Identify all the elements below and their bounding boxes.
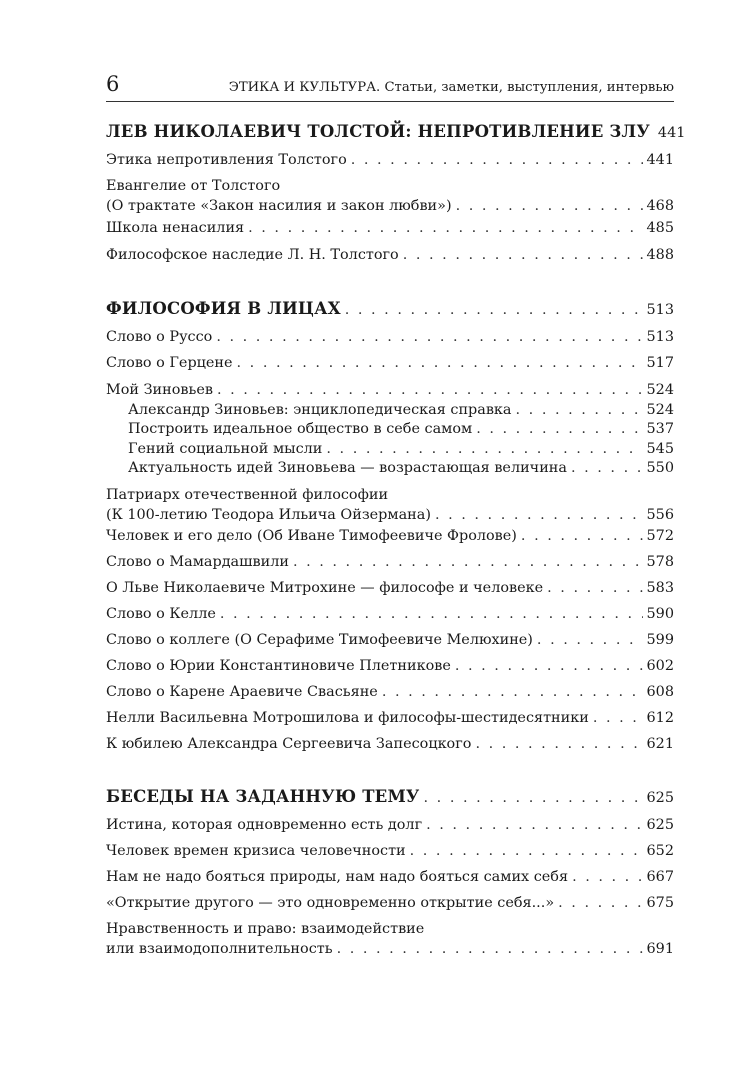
page-ref: 621 (646, 736, 674, 752)
toc-entry[interactable] (106, 578, 674, 598)
page-ref: 517 (646, 355, 674, 371)
leader-dots (424, 788, 643, 808)
entry-title: Актуальность идей Зиновьева — возрастающая величина (128, 460, 567, 476)
entry-title: Нам не надо бояться природы, нам надо бояться самих себя (106, 869, 569, 885)
toc-entry[interactable] (106, 485, 674, 525)
entry-title: Слово о Герцене (106, 355, 233, 371)
leader-dots (572, 867, 642, 887)
leader-dots (351, 150, 643, 170)
toc-entry[interactable] (106, 656, 674, 676)
page-ref: 583 (646, 580, 674, 596)
toc-entry[interactable] (106, 815, 674, 835)
entry-title: «Открытие другого — это одновременно открытие себя...» (106, 895, 555, 911)
running-head: ЭТИКА И КУЛЬТУРА. Статьи, заметки, выступления, интервью (228, 80, 674, 95)
page-ref: 556 (646, 507, 674, 523)
toc-entry[interactable] (106, 353, 674, 373)
entry-title: Человек и его дело (Об Иване Тимофеевиче Фролове) (106, 528, 517, 544)
page-ref: 524 (646, 382, 674, 398)
page-ref: 468 (646, 198, 674, 214)
leader-dots (455, 656, 643, 676)
toc-entry[interactable] (106, 150, 674, 170)
toc-subentry[interactable] (128, 400, 674, 420)
leader-dots (293, 552, 643, 572)
entry-title: Слово о Келле (106, 606, 216, 622)
entry-title: Школа ненасилия (106, 220, 245, 236)
page-ref: 550 (646, 460, 674, 476)
leader-dots (248, 218, 642, 238)
entry-title: Нелли Васильевна Мотрошилова и философы-шестидесятники (106, 710, 589, 726)
leader-dots (326, 439, 642, 459)
page-ref: 599 (646, 632, 674, 648)
leader-dots (547, 578, 642, 598)
entry-title: (К 100-летию Теодора Ильича Ойзермана) (106, 507, 431, 523)
section-heading[interactable] (106, 787, 674, 808)
leader-dots (337, 939, 643, 959)
toc-subentry[interactable] (128, 439, 674, 459)
toc-entry[interactable] (106, 708, 674, 728)
page-ref: 667 (646, 869, 674, 885)
leader-dots (476, 419, 642, 439)
page-ref: 513 (646, 302, 674, 318)
page-ref: 590 (646, 606, 674, 622)
leader-dots (410, 841, 643, 861)
entry-title: О Льве Николаевиче Митрохине — философе и человеке (106, 580, 544, 596)
leader-dots (382, 682, 643, 702)
leader-dots (237, 353, 643, 373)
toc-subentry[interactable] (128, 458, 674, 478)
entry-title: К юбилею Александра Сергеевича Запесоцкого (106, 736, 472, 752)
toc-entry[interactable] (106, 630, 674, 650)
page-ref: 441 (646, 152, 674, 168)
page-ref: 513 (646, 329, 674, 345)
leader-dots (516, 400, 643, 420)
entry-title-line1: Патриарх отечественной философии (106, 487, 389, 503)
page-ref: 545 (646, 441, 674, 457)
toc-entry[interactable] (106, 604, 674, 624)
leader-dots (571, 458, 643, 478)
toc-entry[interactable] (106, 218, 674, 238)
entry-title: Александр Зиновьев: энциклопедическая справка (128, 402, 512, 418)
entry-title: Человек времен кризиса человечности (106, 843, 406, 859)
section-heading-title: БЕСЕДЫ НА ЗАДАННУЮ ТЕМУ (106, 787, 420, 806)
toc-entry[interactable] (106, 552, 674, 572)
page-ref: 602 (646, 658, 674, 674)
page-ref: 524 (646, 402, 674, 418)
entry-title: Философское наследие Л. Н. Толстого (106, 247, 399, 263)
section-heading-title: ЛЕВ НИКОЛАЕВИЧ ТОЛСТОЙ: НЕПРОТИВЛЕНИЕ ЗЛУ (106, 122, 650, 141)
toc-entry[interactable] (106, 919, 674, 959)
leader-dots (426, 815, 642, 835)
toc-entry[interactable] (106, 380, 674, 400)
leader-dots (345, 300, 643, 320)
toc-entry[interactable] (106, 734, 674, 754)
entry-title: Слово о коллеге (О Серафиме Тимофеевиче Мелюхине) (106, 632, 533, 648)
leader-dots (217, 380, 643, 400)
section-heading[interactable] (106, 299, 674, 320)
entry-title: или взаимодополнительность (106, 941, 333, 957)
page-ref: 625 (646, 817, 674, 833)
page-ref: 485 (646, 220, 674, 236)
entry-title: Этика непротивления Толстого (106, 152, 347, 168)
page-ref: 652 (646, 843, 674, 859)
page-ref: 441 (657, 125, 686, 141)
entry-title: (О трактате «Закон насилия и закон любви») (106, 198, 452, 214)
page-number: 6 (106, 72, 120, 96)
entry-title: Слово о Руссо (106, 329, 213, 345)
leader-dots (593, 708, 643, 728)
leader-dots (475, 734, 642, 754)
toc-subentry[interactable] (128, 419, 674, 439)
entry-title: Гений социальной мысли (128, 441, 323, 457)
entry-title: Слово о Карене Араевиче Свасьяне (106, 684, 378, 700)
leader-dots (435, 505, 643, 525)
leader-dots (220, 604, 643, 624)
toc-entry[interactable] (106, 867, 674, 887)
page-ref: 537 (646, 421, 674, 437)
toc-entry[interactable] (106, 327, 674, 347)
section-heading[interactable] (106, 122, 686, 143)
toc-entry[interactable] (106, 841, 674, 861)
toc-entry[interactable] (106, 682, 674, 702)
leader-dots (558, 893, 642, 913)
toc-entry[interactable] (106, 245, 674, 265)
page-ref: 608 (646, 684, 674, 700)
page-ref: 578 (646, 554, 674, 570)
toc-entry[interactable] (106, 893, 674, 913)
page-ref: 675 (646, 895, 674, 911)
entry-title: Мой Зиновьев (106, 382, 213, 398)
toc-entry[interactable] (106, 176, 674, 216)
entry-title-line1: Нравственность и право: взаимодействие (106, 921, 425, 937)
leader-dots (537, 630, 643, 650)
entry-title: Истина, которая одновременно есть долг (106, 817, 423, 833)
page-ref: 691 (646, 941, 674, 957)
entry-title: Построить идеальное общество в себе самом (128, 421, 473, 437)
toc-entry[interactable] (106, 526, 674, 546)
page-ref: 572 (646, 528, 674, 544)
entry-title: Слово о Мамардашвили (106, 554, 289, 570)
section-heading-title: ФИЛОСОФИЯ В ЛИЦАХ (106, 299, 341, 318)
page-ref: 625 (646, 790, 674, 806)
table-of-contents (106, 0, 686, 1080)
page-ref: 612 (646, 710, 674, 726)
leader-dots (521, 526, 643, 546)
leader-dots (403, 245, 643, 265)
page-ref: 488 (646, 247, 674, 263)
entry-title: Слово о Юрии Константиновиче Плетникове (106, 658, 451, 674)
leader-dots (456, 196, 643, 216)
entry-title-line1: Евангелие от Толстого (106, 178, 281, 194)
leader-dots (216, 327, 642, 347)
